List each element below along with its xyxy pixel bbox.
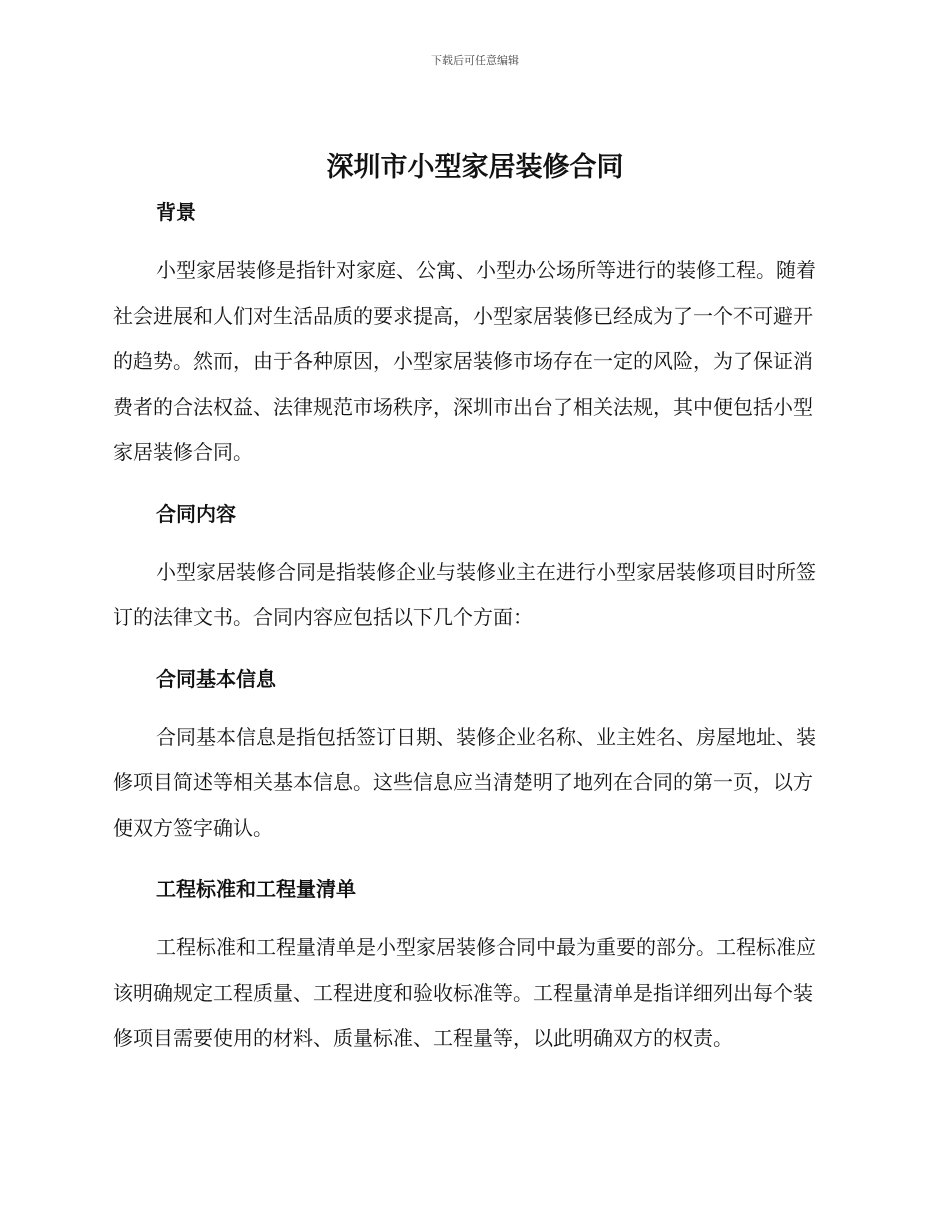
section-heading: 工程标准和工程量清单 — [156, 877, 356, 901]
section-heading: 合同基本信息 — [156, 666, 276, 691]
section-heading: 背景 — [156, 200, 196, 224]
section-standards-quantities — [113, 873, 831, 1062]
section-paragraph: 工程标准和工程量清单是小型家居装修合同中最为重要的部分。工程标准应该明确规定工程质量、工程进度和验收标准等。工程量清单是指详细列出每个装修项目需要使用的材料、质量标准、工程量等，以此明确双方的权责。 — [113, 935, 816, 1050]
document-title: 深圳市小型家居装修合同 — [326, 152, 624, 183]
section-paragraph: 合同基本信息是指包括签订日期、装修企业名称、业主姓名、房屋地址、装修项目简述等相关基本信息。这些信息应当清楚明了地列在合同的第一页，以方便双方签字确认。 — [113, 724, 816, 840]
page-header-note: 下载后可任意编辑 — [431, 54, 519, 67]
document-body — [113, 196, 831, 1062]
section-heading: 合同内容 — [156, 501, 236, 526]
section-paragraph: 小型家居装修合同是指装修企业与装修业主在进行小型家居装修项目时所签订的法律文书。合同内容应包括以下几个方面： — [113, 559, 816, 629]
section-background — [113, 196, 831, 476]
section-paragraph: 小型家居装修是指针对家庭、公寓、小型办公场所等进行的装修工程。随着社会进展和人们对生活品质的要求提高，小型家居装修已经成为了一个不可避开的趋势。然而，由于各种原因，小型家居装修市场存在一定的风险，为了保证消费者的合法权益、法律规范市场秩序，深圳市出台了相关法规，其中便包括小型家居装修合同。 — [113, 258, 816, 464]
section-contract-content — [113, 498, 831, 641]
section-basic-info — [113, 663, 831, 852]
